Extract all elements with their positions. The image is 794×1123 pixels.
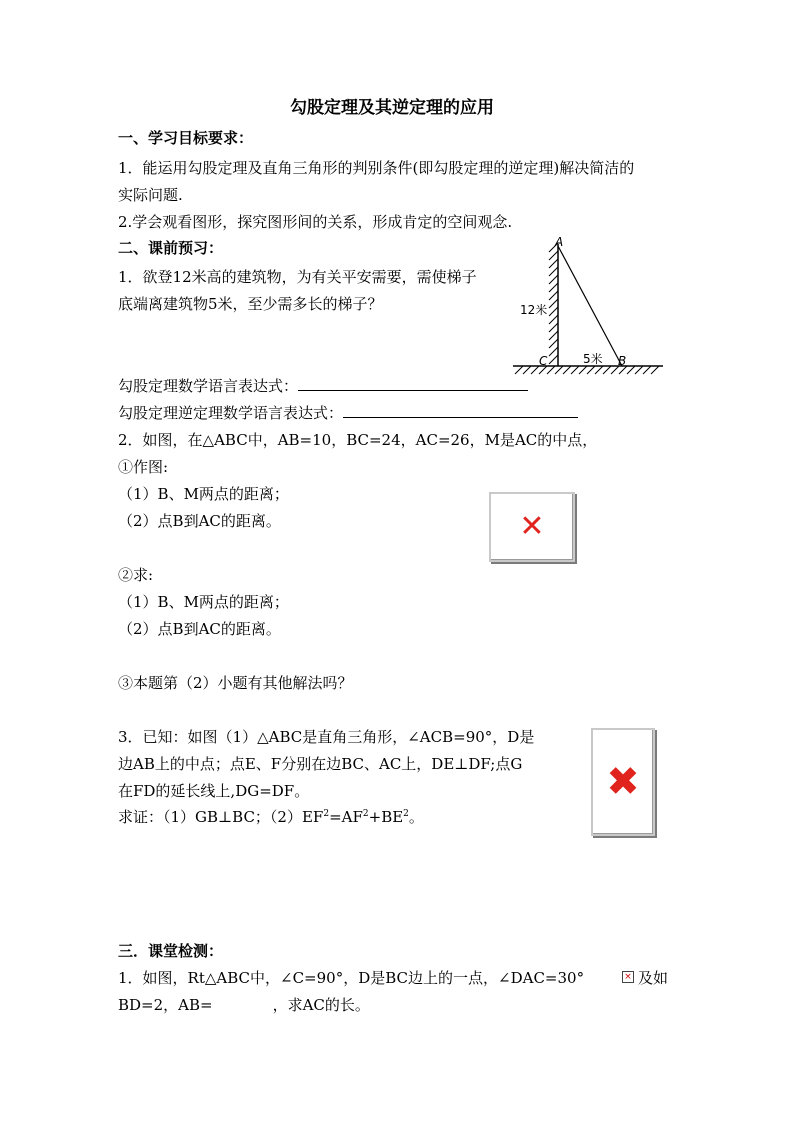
section1-item1-line2: 实际问题. bbox=[118, 186, 183, 204]
ground-hatching bbox=[515, 366, 659, 374]
preview-q3-line2: 边AB上的中点；点E、F分别在边BC、AC上，DE⊥DF;点G bbox=[118, 755, 523, 773]
fill2-label: 勾股定理逆定理数学语言表达式： bbox=[118, 404, 344, 422]
preview-q3-line3: 在FD的延长线上,DG=DF。 bbox=[118, 782, 310, 800]
preview-q1-line1: 1．欲登12米高的建筑物，为有关平安需要，需使梯子 bbox=[118, 268, 477, 286]
test-q1-text-d: ，求AC的长。 bbox=[272, 996, 370, 1014]
sup-b: 2 bbox=[362, 809, 369, 819]
broken-image-1 bbox=[489, 492, 575, 562]
section2-heading: 二、课前预习： bbox=[118, 239, 224, 257]
proof-text-c: +BE bbox=[368, 808, 404, 826]
q2-sub1-b: （2）点B到AC的距离。 bbox=[118, 512, 281, 530]
sup-a: 2 bbox=[323, 809, 330, 819]
section1-item2: 2.学会观看图形，探究图形间的关系，形成肯定的空间观念. bbox=[118, 213, 513, 231]
section1-heading: 一、学习目标要求： bbox=[118, 129, 254, 147]
label-a: A bbox=[555, 235, 564, 249]
test-q1-text-c: BD=2，AB= bbox=[118, 996, 213, 1014]
ladder-line bbox=[558, 246, 622, 366]
fill1-blank bbox=[298, 376, 528, 391]
base-label: 5米 bbox=[583, 352, 603, 366]
label-c: C bbox=[539, 354, 548, 368]
broken-image-2 bbox=[591, 728, 655, 836]
preview-q3-line1: 3．已知：如图（1）△ABC是直角三角形，∠ACB=90°，D是 bbox=[118, 728, 535, 746]
preview-q3-proof bbox=[118, 807, 424, 827]
preview-q2-line1: 2．如图，在△ABC中，AB=10，BC=24，AC=26，M是AC的中点， bbox=[118, 431, 598, 449]
section3-heading: 三．课堂检测： bbox=[118, 942, 224, 960]
q2-sub2-a: （1）B、M两点的距离； bbox=[118, 593, 289, 611]
q2-sub2-b: （2）点B到AC的距离。 bbox=[118, 620, 281, 638]
proof-text-a: 求证：（1）GB⊥BC；（2）EF bbox=[118, 808, 324, 826]
broken-image-icon-large: ✖ bbox=[606, 759, 640, 805]
fill2 bbox=[118, 403, 578, 423]
test-q1-text-a: 1．如图，Rt△ABC中，∠C=90°，D是BC边上的一点，∠DAC=30° bbox=[118, 969, 585, 987]
preview-q1-line2: 底端离建筑物5米，至少需多长的梯子？ bbox=[118, 295, 383, 313]
label-b: B bbox=[618, 354, 627, 368]
page-title: 勾股定理及其逆定理的应用 bbox=[290, 98, 494, 118]
height-label: 12米 bbox=[520, 303, 548, 317]
tiny-broken-image-icon: × bbox=[622, 971, 634, 983]
fill1 bbox=[118, 376, 528, 396]
proof-text-d: 。 bbox=[408, 808, 424, 826]
q2-sub1-a: （1）B、M两点的距离； bbox=[118, 485, 289, 503]
proof-text-b: =AF bbox=[329, 808, 363, 826]
ladder-figure bbox=[505, 232, 665, 382]
q2-sub2-head: ②求: bbox=[118, 566, 154, 584]
wall-hatching bbox=[549, 243, 558, 364]
q2-sub1-head: ①作图: bbox=[118, 458, 169, 476]
fill1-label: 勾股定理数学语言表达式： bbox=[118, 377, 299, 395]
test-q1-line1 bbox=[118, 968, 584, 988]
broken-image-icon: ✕ bbox=[519, 509, 545, 544]
test-q1-line2 bbox=[118, 995, 370, 1015]
section1-item1-line1: 1．能运用勾股定理及直角三角形的判别条件(即勾股定理的逆定理)解决简洁的 bbox=[118, 159, 635, 177]
fill2-blank bbox=[343, 403, 578, 418]
q2-sub3: ③本题第（2）小题有其他解法吗？ bbox=[118, 674, 353, 692]
test-q1-text-b: 及如 bbox=[638, 969, 669, 987]
sup-c: 2 bbox=[403, 809, 409, 819]
